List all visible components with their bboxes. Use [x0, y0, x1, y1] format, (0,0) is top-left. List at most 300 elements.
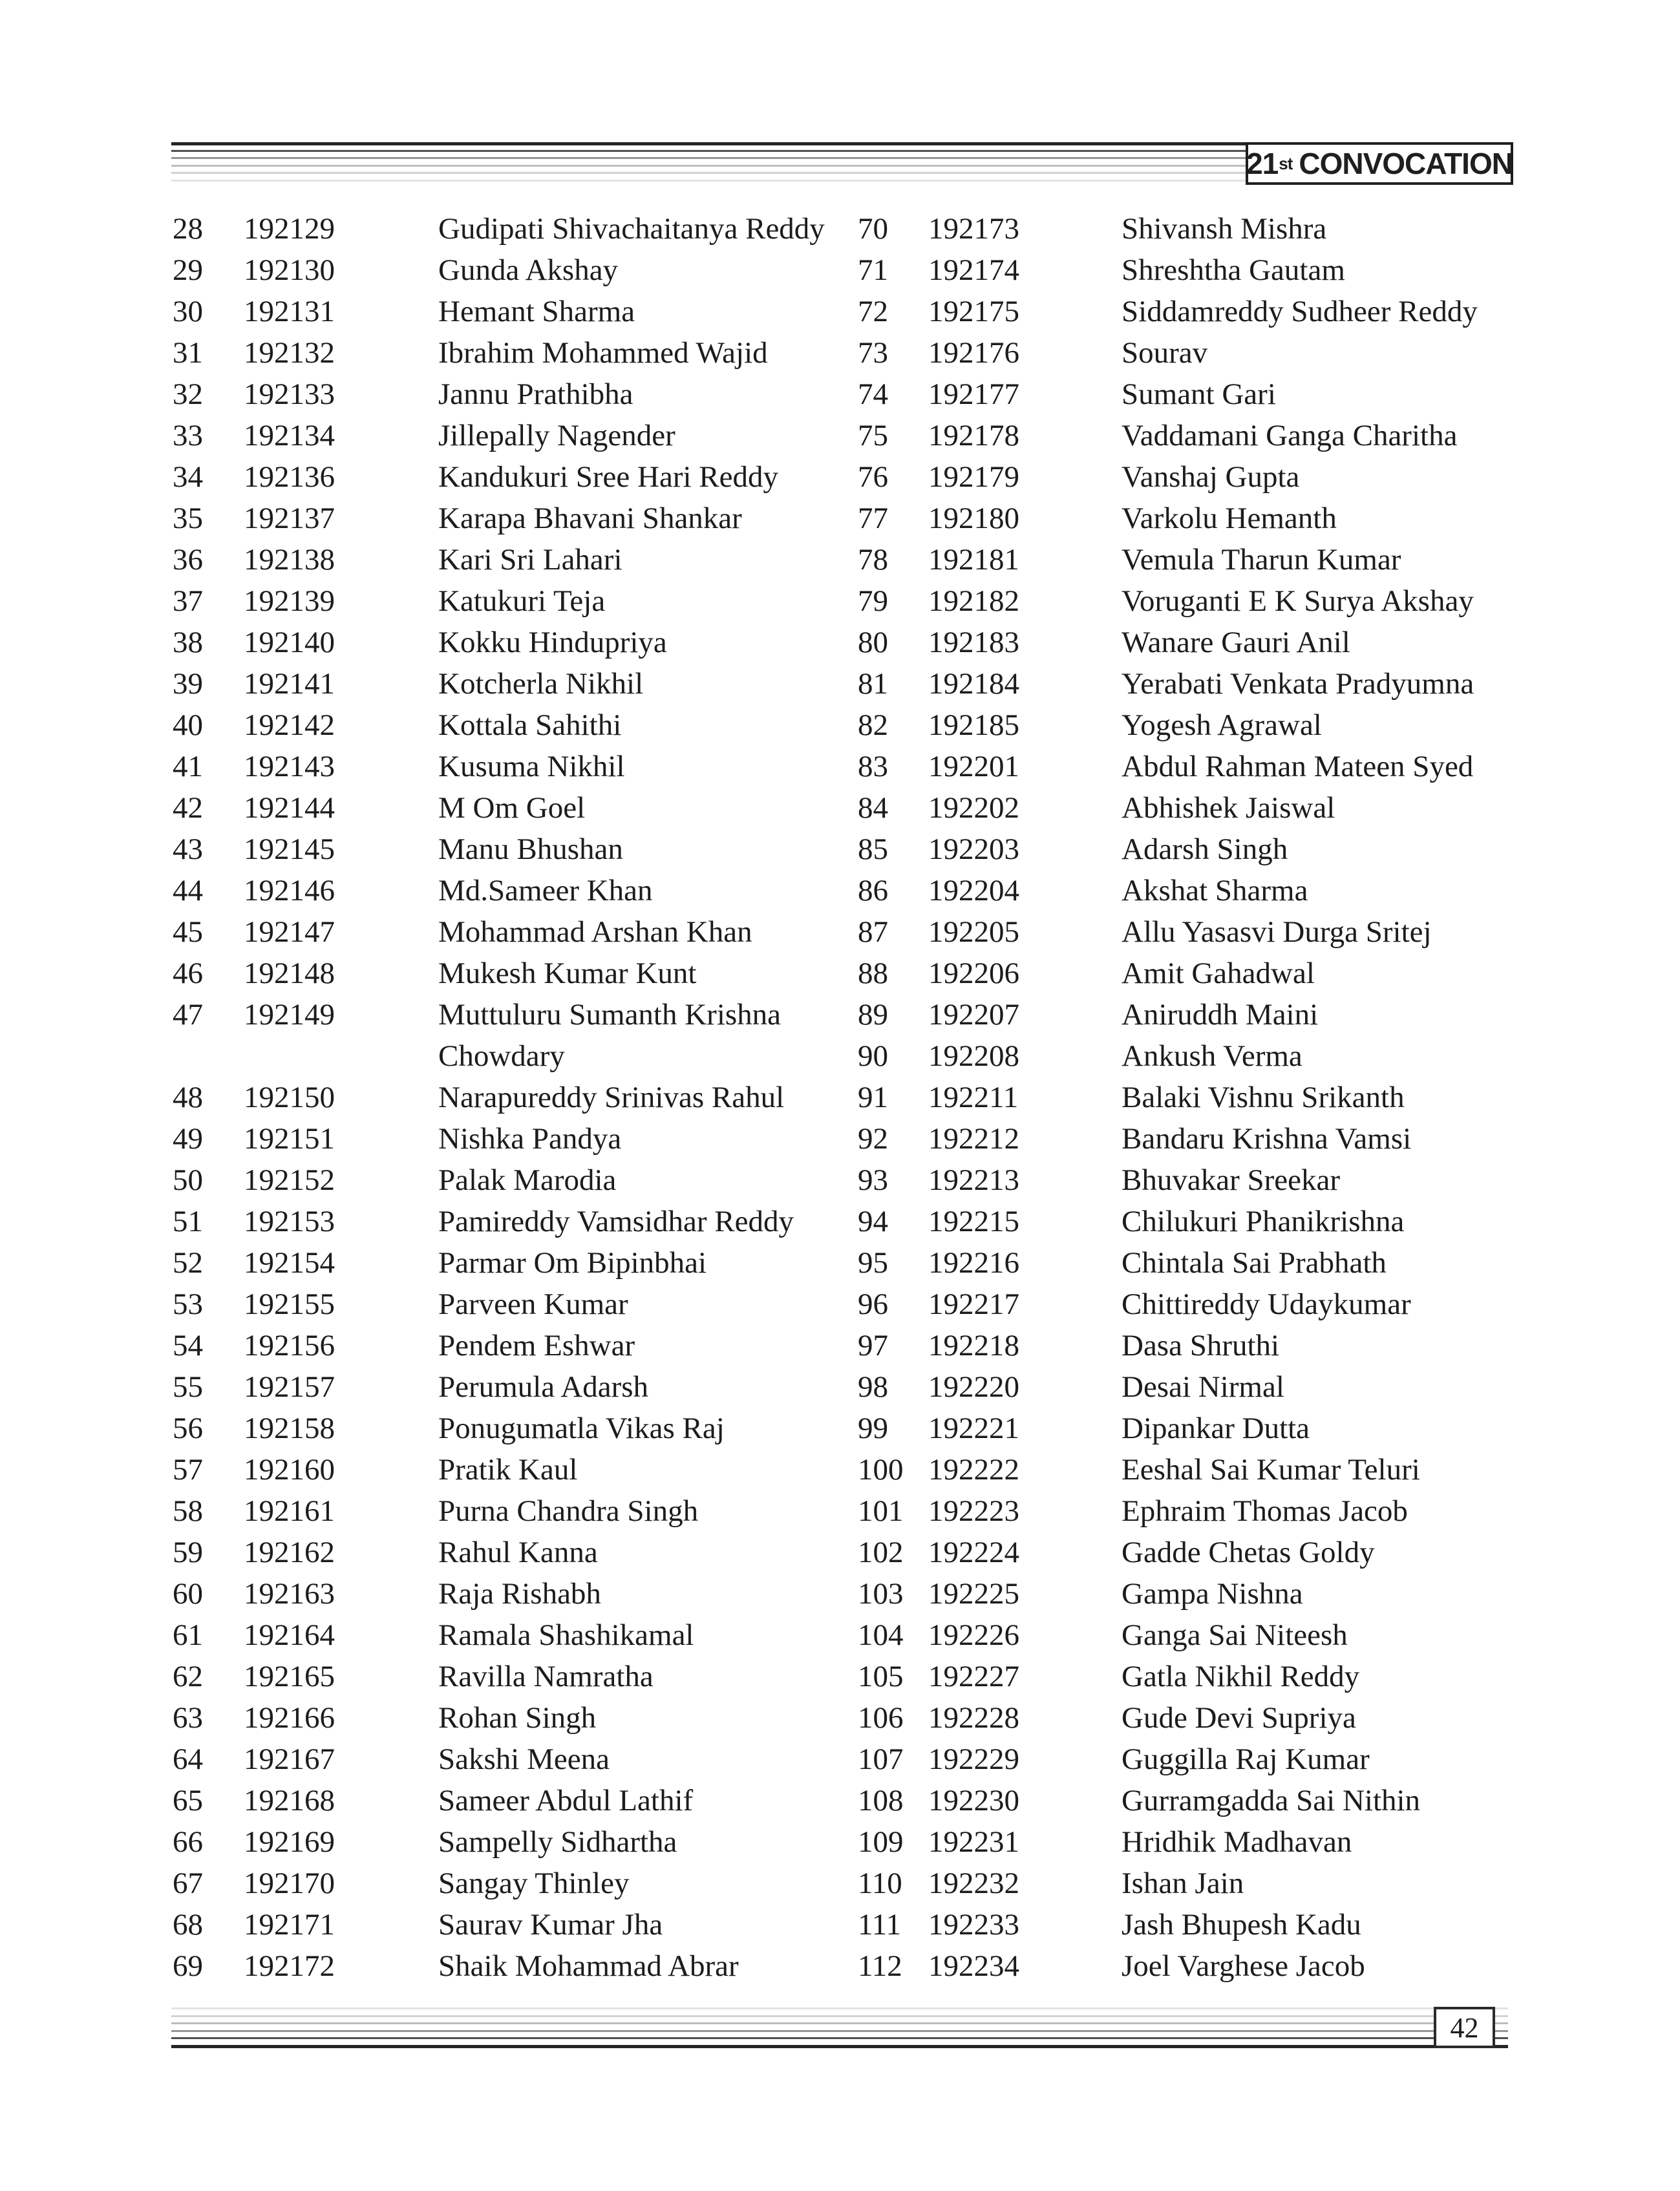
footer-rules	[171, 2007, 1508, 2049]
student-name-cell: Kandukuri Sree Hari Reddy	[438, 460, 778, 494]
roll-number-cell: 192232	[928, 1867, 1019, 1900]
roll-number-cell: 192169	[244, 1825, 335, 1859]
student-name-cell: Kari Sri Lahari	[438, 543, 622, 577]
convocation-number: 21	[1246, 147, 1279, 180]
student-name-cell: Vaddamani Ganga Charitha	[1122, 419, 1458, 452]
serial-number-cell: 43	[173, 832, 203, 866]
serial-number-cell: 67	[173, 1867, 203, 1900]
student-name-cell: Gunda Akshay	[438, 253, 619, 287]
student-name-cell: Allu Yasasvi Durga Sritej	[1122, 915, 1432, 949]
serial-number-cell: 109	[858, 1825, 904, 1859]
student-row	[173, 291, 851, 332]
student-name-cell: Varkolu Hemanth	[1122, 502, 1337, 535]
serial-number-cell: 63	[173, 1701, 203, 1735]
roll-number-cell: 192140	[244, 626, 335, 659]
roll-number-cell: 192154	[244, 1246, 335, 1280]
student-name-cell: Muttuluru Sumanth Krishna	[438, 998, 782, 1032]
student-row	[858, 332, 1543, 374]
roll-number-cell: 192145	[244, 832, 335, 866]
roll-number-cell: 192208	[928, 1039, 1019, 1073]
serial-number-cell: 50	[173, 1163, 203, 1197]
student-name-cell: Md.Sameer Khan	[438, 874, 653, 907]
student-name-cell: Chilukuri Phanikrishna	[1122, 1205, 1405, 1238]
student-row	[173, 1780, 851, 1821]
student-row	[858, 953, 1543, 994]
serial-number-cell: 62	[173, 1660, 203, 1693]
student-name-cell: Adarsh Singh	[1122, 832, 1288, 866]
student-name-cell: Sumant Gari	[1122, 377, 1276, 411]
serial-number-cell: 103	[858, 1577, 904, 1611]
roll-number-cell: 192228	[928, 1701, 1019, 1735]
serial-number-cell: 85	[858, 832, 888, 866]
student-name-cell: Gampa Nishna	[1122, 1577, 1303, 1611]
serial-number-cell: 47	[173, 998, 203, 1032]
roll-number-cell: 192161	[244, 1494, 335, 1528]
student-name-cell: Vemula Tharun Kumar	[1122, 543, 1401, 577]
roll-number-cell: 192136	[244, 460, 335, 494]
student-name-cell: Ephraim Thomas Jacob	[1122, 1494, 1408, 1528]
roll-number-cell: 192137	[244, 502, 335, 535]
student-row	[173, 1697, 851, 1739]
student-name-cell: Wanare Gauri Anil	[1122, 626, 1350, 659]
student-row	[173, 1284, 851, 1325]
serial-number-cell: 79	[858, 584, 888, 618]
roll-number-cell: 192213	[928, 1163, 1019, 1197]
student-row	[858, 1780, 1543, 1821]
student-name-cell: Manu Bhushan	[438, 832, 623, 866]
student-name-cell: Rahul Kanna	[438, 1536, 598, 1569]
roll-number-cell: 192129	[244, 212, 335, 246]
serial-number-cell: 73	[858, 336, 888, 370]
student-row	[858, 249, 1543, 291]
roll-number-cell: 192153	[244, 1205, 335, 1238]
student-row	[173, 663, 851, 704]
roll-number-cell: 192179	[928, 460, 1019, 494]
roll-number-cell: 192172	[244, 1949, 335, 1983]
roll-number-cell: 192162	[244, 1536, 335, 1569]
student-name-cell: Perumula Adarsh	[438, 1370, 649, 1404]
serial-number-cell: 52	[173, 1246, 203, 1280]
student-row	[858, 1821, 1543, 1863]
student-row	[173, 249, 851, 291]
student-row	[858, 415, 1543, 456]
student-name-cell: Karapa Bhavani Shankar	[438, 502, 742, 535]
serial-number-cell: 78	[858, 543, 888, 577]
student-row	[173, 1821, 851, 1863]
roll-number-cell: 192182	[928, 584, 1019, 618]
roll-number-cell: 192217	[928, 1287, 1019, 1321]
serial-number-cell: 68	[173, 1908, 203, 1942]
roll-number-cell: 192171	[244, 1908, 335, 1942]
serial-number-cell: 46	[173, 957, 203, 990]
page-title: CONVOCATION	[1299, 147, 1513, 180]
student-row	[858, 1449, 1543, 1490]
student-row	[173, 1035, 851, 1077]
roll-number-cell: 192211	[928, 1081, 1019, 1114]
student-name-cell: Guggilla Raj Kumar	[1122, 1742, 1370, 1776]
student-name-cell: Eeshal Sai Kumar Teluri	[1122, 1453, 1420, 1487]
student-row	[173, 1945, 851, 1987]
student-row	[173, 911, 851, 953]
serial-number-cell: 74	[858, 377, 888, 411]
roll-number-cell: 192157	[244, 1370, 335, 1404]
student-row	[858, 1614, 1543, 1656]
roll-number-cell: 192206	[928, 957, 1019, 990]
student-name-cell: Aniruddh Maini	[1122, 998, 1319, 1032]
roll-number-cell: 192185	[928, 708, 1019, 742]
page-number-box	[1434, 2007, 1495, 2048]
roll-number-cell: 192173	[928, 212, 1019, 246]
serial-number-cell: 56	[173, 1412, 203, 1445]
student-row	[858, 911, 1543, 953]
student-row	[858, 994, 1543, 1035]
student-row	[858, 1284, 1543, 1325]
roll-number-cell: 192229	[928, 1742, 1019, 1776]
student-row	[858, 456, 1543, 498]
serial-number-cell: 69	[173, 1949, 203, 1983]
student-row	[858, 498, 1543, 539]
student-row	[858, 1532, 1543, 1573]
roll-number-cell: 192147	[244, 915, 335, 949]
student-row	[858, 1863, 1543, 1904]
student-name-cell: Hridhik Madhavan	[1122, 1825, 1352, 1859]
student-name-cell: Akshat Sharma	[1122, 874, 1308, 907]
roll-number-cell: 192149	[244, 998, 335, 1032]
roll-number-cell: 192167	[244, 1742, 335, 1776]
roll-number-cell: 192176	[928, 336, 1019, 370]
student-name-cell: Ponugumatla Vikas Raj	[438, 1412, 725, 1445]
roll-number-cell: 192170	[244, 1867, 335, 1900]
roll-number-cell: 192220	[928, 1370, 1019, 1404]
serial-number-cell: 89	[858, 998, 888, 1032]
student-name-cell: Bhuvakar Sreekar	[1122, 1163, 1340, 1197]
student-name-cell: Abhishek Jaiswal	[1122, 791, 1335, 825]
serial-number-cell: 106	[858, 1701, 904, 1735]
student-name-cell: Mukesh Kumar Kunt	[438, 957, 697, 990]
serial-number-cell: 107	[858, 1742, 904, 1776]
roll-number-cell: 192181	[928, 543, 1019, 577]
serial-number-cell: 101	[858, 1494, 904, 1528]
student-name-cell: Kotcherla Nikhil	[438, 667, 644, 701]
student-row	[173, 1408, 851, 1449]
student-name-cell: Dasa Shruthi	[1122, 1329, 1280, 1362]
roll-number-cell: 192178	[928, 419, 1019, 452]
serial-number-cell: 30	[173, 295, 203, 328]
student-name-cell: Abdul Rahman Mateen Syed	[1122, 750, 1474, 783]
serial-number-cell: 39	[173, 667, 203, 701]
roll-number-cell: 192165	[244, 1660, 335, 1693]
student-name-cell: Ramala Shashikamal	[438, 1618, 694, 1652]
student-row	[858, 580, 1543, 622]
serial-number-cell: 72	[858, 295, 888, 328]
student-name-cell: Voruganti E K Surya Akshay	[1122, 584, 1474, 618]
serial-number-cell: 75	[858, 419, 888, 452]
student-name-cell: Ganga Sai Niteesh	[1122, 1618, 1348, 1652]
student-name-cell: Siddamreddy Sudheer Reddy	[1122, 295, 1478, 328]
student-row	[173, 456, 851, 498]
student-row	[858, 746, 1543, 787]
serial-number-cell: 108	[858, 1784, 904, 1817]
serial-number-cell: 102	[858, 1536, 904, 1569]
student-name-cell: Purna Chandra Singh	[438, 1494, 699, 1528]
roll-number-cell: 192164	[244, 1618, 335, 1652]
serial-number-cell: 95	[858, 1246, 888, 1280]
student-name-cell: Saurav Kumar Jha	[438, 1908, 663, 1942]
student-row	[858, 704, 1543, 746]
serial-number-cell: 31	[173, 336, 203, 370]
student-name-cell: Jannu Prathibha	[438, 377, 633, 411]
student-row	[173, 1366, 851, 1408]
student-row	[858, 1201, 1543, 1242]
student-row	[858, 663, 1543, 704]
serial-number-cell: 111	[858, 1908, 902, 1942]
student-name-cell: Ishan Jain	[1122, 1867, 1244, 1900]
roll-number-cell: 192234	[928, 1949, 1019, 1983]
serial-number-cell: 35	[173, 502, 203, 535]
serial-number-cell: 100	[858, 1453, 904, 1487]
student-row	[858, 1697, 1543, 1739]
serial-number-cell: 91	[858, 1081, 888, 1114]
serial-number-cell: 83	[858, 750, 888, 783]
student-name-cell: Parmar Om Bipinbhai	[438, 1246, 707, 1280]
roll-number-cell: 192133	[244, 377, 335, 411]
serial-number-cell: 48	[173, 1081, 203, 1114]
serial-number-cell: 61	[173, 1618, 203, 1652]
student-row	[858, 870, 1543, 911]
student-row	[173, 1656, 851, 1697]
roll-number-cell: 192216	[928, 1246, 1019, 1280]
serial-number-cell: 54	[173, 1329, 203, 1362]
student-name-cell: Sangay Thinley	[438, 1867, 630, 1900]
student-name-cell: Bandaru Krishna Vamsi	[1122, 1122, 1412, 1156]
roll-number-cell: 192231	[928, 1825, 1019, 1859]
roll-number-cell: 192227	[928, 1660, 1019, 1693]
serial-number-cell: 105	[858, 1660, 904, 1693]
student-row	[173, 994, 851, 1035]
student-row	[173, 1325, 851, 1366]
student-row	[858, 539, 1543, 580]
serial-number-cell: 94	[858, 1205, 888, 1238]
student-row	[173, 580, 851, 622]
serial-number-cell: 28	[173, 212, 203, 246]
student-name-cell: Shivansh Mishra	[1122, 212, 1327, 246]
student-row	[173, 953, 851, 994]
roll-number-cell: 192146	[244, 874, 335, 907]
roll-number-cell: 192132	[244, 336, 335, 370]
student-row	[858, 374, 1543, 415]
serial-number-cell: 70	[858, 212, 888, 246]
roll-number-cell: 192141	[244, 667, 335, 701]
student-row	[858, 1035, 1543, 1077]
roll-number-cell: 192223	[928, 1494, 1019, 1528]
roll-number-cell: 192221	[928, 1412, 1019, 1445]
serial-number-cell: 65	[173, 1784, 203, 1817]
student-row	[173, 208, 851, 249]
student-name-cell: Rohan Singh	[438, 1701, 597, 1735]
student-name-cell: Palak Marodia	[438, 1163, 617, 1197]
serial-number-cell: 66	[173, 1825, 203, 1859]
student-name-cell: Amit Gahadwal	[1122, 957, 1315, 990]
student-name-cell: Hemant Sharma	[438, 295, 635, 328]
student-row	[173, 622, 851, 663]
student-row	[173, 1159, 851, 1201]
student-name-cell: Ravilla Namratha	[438, 1660, 654, 1693]
student-name-cell: Shreshtha Gautam	[1122, 253, 1345, 287]
serial-number-cell	[173, 1035, 244, 1077]
roll-number-cell: 192166	[244, 1701, 335, 1735]
student-name-cell: Pratik Kaul	[438, 1453, 578, 1487]
student-row	[173, 498, 851, 539]
student-row	[858, 1159, 1543, 1201]
student-name-cell: M Om Goel	[438, 791, 586, 825]
roll-number-cell: 192156	[244, 1329, 335, 1362]
student-name-cell: Shaik Mohammad Abrar	[438, 1949, 739, 1983]
serial-number-cell: 96	[858, 1287, 888, 1321]
roll-number-cell: 192158	[244, 1412, 335, 1445]
rule-line	[171, 2015, 1508, 2017]
serial-number-cell: 84	[858, 791, 888, 825]
student-name-cell: Kottala Sahithi	[438, 708, 622, 742]
serial-number-cell: 38	[173, 626, 203, 659]
serial-number-cell: 76	[858, 460, 888, 494]
student-name-cell: Jash Bhupesh Kadu	[1122, 1908, 1361, 1942]
student-row	[173, 1242, 851, 1284]
serial-number-cell: 112	[858, 1949, 902, 1983]
serial-number-cell: 99	[858, 1412, 888, 1445]
roll-number-cell: 192207	[928, 998, 1019, 1032]
student-name-cell: Kusuma Nikhil	[438, 750, 625, 783]
rule-line	[171, 2007, 1508, 2009]
student-row	[173, 539, 851, 580]
serial-number-cell: 42	[173, 791, 203, 825]
student-name-cell: Mohammad Arshan Khan	[438, 915, 752, 949]
student-row	[173, 374, 851, 415]
student-list-right-column	[858, 208, 1543, 1987]
student-row	[858, 1490, 1543, 1532]
roll-number-cell: 192174	[928, 253, 1019, 287]
roll-number-cell: 192144	[244, 791, 335, 825]
student-name-cell: Jillepally Nagender	[438, 419, 675, 452]
roll-number-cell: 192143	[244, 750, 335, 783]
roll-number-cell: 192224	[928, 1536, 1019, 1569]
student-name-cell: Kokku Hindupriya	[438, 626, 667, 659]
student-name-cell: Gude Devi Supriya	[1122, 1701, 1356, 1735]
student-name-cell: Sakshi Meena	[438, 1742, 610, 1776]
student-name-cell: Ankush Verma	[1122, 1039, 1303, 1073]
student-row	[173, 332, 851, 374]
roll-number-cell: 192233	[928, 1908, 1019, 1942]
student-name-cell: Raja Rishabh	[438, 1577, 601, 1611]
roll-number-cell: 192160	[244, 1453, 335, 1487]
serial-number-cell: 44	[173, 874, 203, 907]
serial-number-cell: 77	[858, 502, 888, 535]
student-name-cell: Chowdary	[438, 1039, 565, 1073]
serial-number-cell: 37	[173, 584, 203, 618]
student-row	[858, 1739, 1543, 1780]
student-name-cell: Yogesh Agrawal	[1122, 708, 1322, 742]
roll-number-cell: 192163	[244, 1577, 335, 1611]
roll-number-cell: 192204	[928, 874, 1019, 907]
serial-number-cell: 110	[858, 1867, 902, 1900]
serial-number-cell: 53	[173, 1287, 203, 1321]
student-row	[173, 1201, 851, 1242]
student-row	[858, 622, 1543, 663]
serial-number-cell: 82	[858, 708, 888, 742]
roll-number-cell: 192142	[244, 708, 335, 742]
student-name-cell: Katukuri Teja	[438, 584, 606, 618]
serial-number-cell: 36	[173, 543, 203, 577]
roll-number-cell: 192226	[928, 1618, 1019, 1652]
roll-number-cell: 192138	[244, 543, 335, 577]
serial-number-cell: 40	[173, 708, 203, 742]
roll-number-cell: 192175	[928, 295, 1019, 328]
serial-number-cell: 60	[173, 1577, 203, 1611]
roll-number-cell: 192218	[928, 1329, 1019, 1362]
student-row	[173, 1449, 851, 1490]
serial-number-cell: 57	[173, 1453, 203, 1487]
student-row	[173, 1739, 851, 1780]
student-name-cell: Narapureddy Srinivas Rahul	[438, 1081, 785, 1114]
student-row	[858, 1242, 1543, 1284]
student-name-cell: Vanshaj Gupta	[1122, 460, 1300, 494]
roll-number-cell: 192230	[928, 1784, 1019, 1817]
student-name-cell: Balaki Vishnu Srikanth	[1122, 1081, 1405, 1114]
roll-number-cell: 192130	[244, 253, 335, 287]
roll-number-cell: 192183	[928, 626, 1019, 659]
rule-line	[171, 2045, 1508, 2048]
student-name-cell: Desai Nirmal	[1122, 1370, 1284, 1404]
serial-number-cell: 90	[858, 1039, 888, 1073]
student-row	[858, 829, 1543, 870]
roll-number-cell: 192168	[244, 1784, 335, 1817]
student-row	[173, 1532, 851, 1573]
student-row	[858, 787, 1543, 829]
roll-number-cell: 192205	[928, 915, 1019, 949]
student-name-cell: Nishka Pandya	[438, 1122, 622, 1156]
student-name-cell: Chittireddy Udaykumar	[1122, 1287, 1411, 1321]
student-name-cell: Gatla Nikhil Reddy	[1122, 1660, 1360, 1693]
student-row	[858, 291, 1543, 332]
student-name-cell: Gudipati Shivachaitanya Reddy	[438, 212, 825, 246]
student-row	[173, 1490, 851, 1532]
serial-number-cell: 33	[173, 419, 203, 452]
student-row	[858, 1077, 1543, 1118]
serial-number-cell: 51	[173, 1205, 203, 1238]
serial-number-cell: 87	[858, 915, 888, 949]
student-row	[173, 1904, 851, 1945]
serial-number-cell: 97	[858, 1329, 888, 1362]
roll-number-cell: 192177	[928, 377, 1019, 411]
roll-number-cell: 192212	[928, 1122, 1019, 1156]
student-row	[173, 1118, 851, 1159]
roll-number-cell: 192152	[244, 1163, 335, 1197]
student-row	[858, 1325, 1543, 1366]
student-name-cell: Ibrahim Mohammed Wajid	[438, 336, 768, 370]
student-row	[173, 1863, 851, 1904]
serial-number-cell: 59	[173, 1536, 203, 1569]
roll-number-cell: 192215	[928, 1205, 1019, 1238]
serial-number-cell: 41	[173, 750, 203, 783]
roll-number-cell: 192180	[928, 502, 1019, 535]
student-name-cell: Gadde Chetas Goldy	[1122, 1536, 1375, 1569]
rule-line	[171, 2022, 1508, 2024]
student-name-cell: Sameer Abdul Lathif	[438, 1784, 694, 1817]
student-row	[858, 1945, 1543, 1987]
student-row	[858, 208, 1543, 249]
student-row	[173, 704, 851, 746]
student-name-cell: Yerabati Venkata Pradyumna	[1122, 667, 1474, 701]
serial-number-cell: 29	[173, 253, 203, 287]
